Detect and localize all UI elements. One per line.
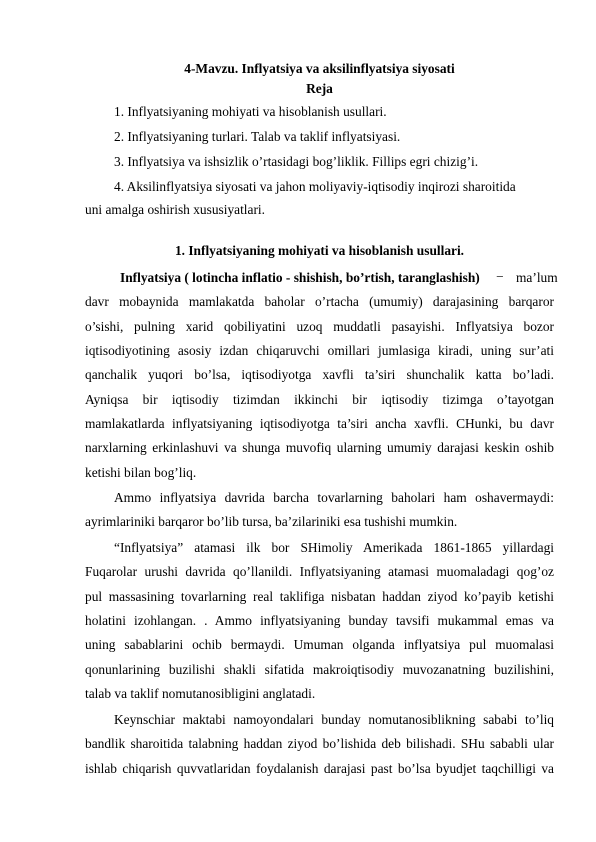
paragraph-line: narxlarning erkinlashuvi va shunga muvofiq ularning umumiy darajasi keskin oshib bbox=[85, 440, 554, 455]
section-heading: 1. Inflyatsiyaning mohiyati va hisoblanish usullari. bbox=[174, 243, 465, 258]
definition-dash: − bbox=[496, 269, 504, 284]
paragraph-line: Ammo inflyatsiya davrida barcha tovarlarning baholari ham oshavermaydi: bbox=[114, 490, 554, 505]
paragraph-line: o’sishi, pulning xarid qobiliyatini uzoq muddatli pasayishi. Inflyatsiya bozor bbox=[85, 319, 554, 334]
paragraph-line: Fuqarolar urushi davrida qo’llanildi. Inflyatsiyaning atamasi muomaladagi qog’oz bbox=[85, 564, 554, 579]
paragraph-line: qonunlarining buzilishi shakli sifatida makroiqtisodiy muvozanatning buzilishini, bbox=[85, 662, 554, 677]
paragraph-line: Keynschiar maktabi namoyondalari bunday nomutanosiblikning sababi to’liq bbox=[114, 712, 554, 727]
paragraph-line: ishlab chiqarish quvvatlaridan foydalanish darajasi past bo’lsa byudjet taqchilligi va bbox=[85, 761, 554, 776]
paragraph-text: ma’lum bbox=[516, 270, 558, 285]
plan-item: uni amalga oshirish xususiyatlari. bbox=[85, 202, 266, 217]
paragraph-line: uning sabablarini ochib bermaydi. Umuman olganda inflyatsiya pul muomalasi bbox=[85, 637, 554, 652]
page-title: 4-Mavzu. Inflyatsiya va aksilinflyatsiya siyosati bbox=[184, 61, 455, 76]
paragraph-line: Ayniqsa bir iqtisodiy tizimdan ikkinchi bir iqtisodiy tizimga o’tayotgan bbox=[85, 392, 554, 407]
plan-label: Reja bbox=[306, 81, 333, 96]
plan-item: 4. Aksilinflyatsiya siyosati va jahon moliyaviy-iqtisodiy inqirozi sharoitida bbox=[114, 179, 516, 194]
plan-item: 1. Inflyatsiyaning mohiyati va hisoblanish usullari. bbox=[114, 104, 387, 119]
paragraph-line: davr mobaynida mamlakatda baholar o’rtacha (umumiy) darajasining barqaror bbox=[85, 294, 554, 309]
paragraph-line: iqtisodiyotining asosiy izdan chiqaruvchi omillari jumlasiga kiradi, uning sur’ati bbox=[85, 343, 554, 358]
paragraph-line: qanchalik yuqori bo’lsa, iqtisodiyotga xavfli ta’siri shunchalik katta bo’ladi. bbox=[85, 367, 554, 382]
paragraph-line: talab va taklif nomutanosibligini anglatadi. bbox=[85, 686, 316, 701]
plan-item: 3. Inflyatsiya va ishsizlik o’rtasidagi bog’liklik. Fillips egri chizig’i. bbox=[114, 154, 479, 169]
paragraph-line: “Inflyatsiya” atamasi ilk bor SHimoliy Amerikada 1861-1865 yillardagi bbox=[114, 540, 554, 555]
paragraph-line: bandlik sharoitida talabning haddan ziyod bo’lishida deb bilishadi. SHu sababli ular bbox=[85, 736, 554, 751]
paragraph-line: ayrimlariniki barqaror bo’lib tursa, ba’zilariniki esa tushishi mumkin. bbox=[85, 514, 458, 529]
paragraph-line: holatini izohlangan. . Ammo inflyatsiyaning bunday tavsifi mukammal emas va bbox=[85, 613, 554, 628]
paragraph-line: pul massasining tovarlarning real taklifiga nisbatan haddan ziyod ko’payib ketishi bbox=[85, 589, 554, 604]
plan-item: 2. Inflyatsiyaning turlari. Talab va taklif inflyatsiyasi. bbox=[114, 129, 401, 144]
paragraph-line: ketishi bilan bog’liq. bbox=[85, 465, 197, 480]
paragraph-line: mamlakatlarda inflyatsiyaning iqtisodiyotga ta’siri ancha xavfli. CHunki, bu davr bbox=[85, 416, 554, 431]
definition-term: Inflyatsiya ( lotincha inflatio - shishish, bo’rtish, taranglashish) bbox=[120, 270, 480, 285]
